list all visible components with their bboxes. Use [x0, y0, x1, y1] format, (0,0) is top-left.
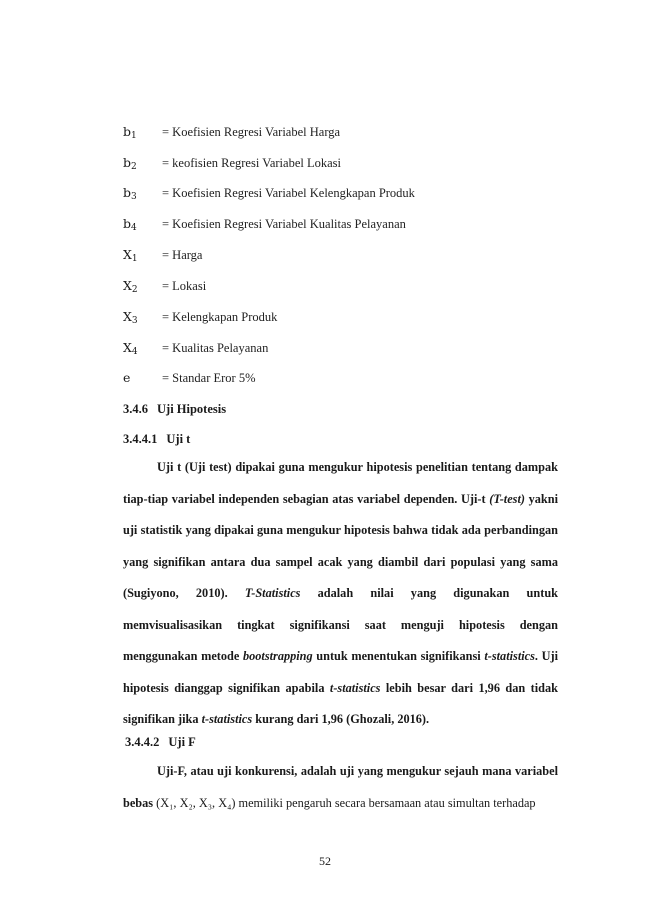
definition-row — [123, 122, 563, 142]
definition-symbol: $X_2$ — [123, 278, 138, 295]
definition-text: = Koefisien Regresi Variabel Kualitas Pelayanan — [162, 217, 406, 231]
paragraph-line: menggunakan metode bootstrapping untuk menentukan signifikansi t-statistics. Uji — [123, 649, 558, 663]
definition-symbol: $X_4$ — [123, 340, 138, 357]
section-number: 3.4.4.1 — [123, 432, 158, 446]
subsection-heading — [123, 429, 190, 449]
paragraph-line: hipotesis dianggap signifikan apabila t-statistics lebih besar dari 1,96 dan tidak — [123, 680, 558, 695]
section-title: Uji F — [168, 735, 196, 749]
paragraph-line: signifikan jika t-statistics kurang dari 1,96 (Ghozali, 2016). — [123, 712, 430, 726]
definition-text: = Koefisien Regresi Variabel Harga — [162, 125, 341, 139]
paragraph-line: (Sugiyono, 2010). T-Statistics adalah nilai yang digunakan untuk — [123, 586, 558, 600]
definition-symbol: $b_4$ — [123, 216, 137, 233]
paragraph-line: Uji-F, atau uji konkurensi, adalah uji yang mengukur sejauh mana variabel — [157, 764, 558, 778]
section-number: 3.4.4.2 — [125, 735, 160, 749]
paragraph-line: uji statistik yang dipakai guna mengukur hipotesis bahwa tidak ada perbandingan — [123, 523, 558, 537]
definition-symbol: $X_3$ — [123, 309, 138, 326]
definition-symbol: $b_1$ — [123, 124, 137, 141]
definition-row — [123, 183, 563, 203]
section-heading — [123, 399, 226, 419]
paragraph-line: yang signifikan antara dua sampel acak yang diambil dari populasi yang sama — [123, 554, 558, 569]
definition-text: = Harga — [162, 248, 203, 262]
definition-text: = Standar Eror 5% — [162, 371, 256, 385]
definition-text: = Lokasi — [162, 279, 207, 293]
definition-row — [123, 214, 563, 234]
paragraph-line: tiap-tiap variabel independen sebagian atas variabel dependen. Uji-t (T-test) yakni — [123, 491, 559, 506]
section-number: 3.4.6 — [123, 402, 148, 416]
definition-row — [123, 368, 563, 388]
paragraph-line: memvisualisasikan tingkat signifikansi saat menguji hipotesis dengan — [123, 617, 558, 632]
subsection-heading — [125, 732, 196, 752]
paragraph-line: Uji t (Uji test) dipakai guna mengukur hipotesis penelitian tentang dampak — [157, 460, 558, 474]
section-title: Uji t — [166, 432, 191, 446]
definition-text: = keofisien Regresi Variabel Lokasi — [162, 156, 341, 170]
definition-row — [123, 276, 563, 296]
definition-text: = Kualitas Pelayanan — [162, 341, 269, 355]
section-title: Uji Hipotesis — [157, 402, 227, 416]
definition-row — [123, 153, 563, 173]
definition-symbol: $b_3$ — [123, 185, 137, 202]
definition-row — [123, 338, 563, 358]
definition-text: = Koefisien Regresi Variabel Kelengkapan Produk — [162, 186, 415, 200]
definition-symbol: $b_2$ — [123, 155, 137, 172]
definition-row — [123, 245, 563, 265]
paragraph-uji-f — [123, 756, 558, 819]
paragraph-line: bebas (X₁, X₂, X₃, X₄) memiliki pengaruh secara bersamaan atau simultan terhadap — [123, 795, 536, 810]
paragraph-uji-t — [123, 452, 558, 736]
page-number: 52 — [319, 854, 331, 868]
definition-row — [123, 307, 563, 327]
definition-symbol: e — [123, 370, 131, 385]
definition-text: = Kelengkapan Produk — [162, 310, 278, 324]
definition-symbol: $X_1$ — [123, 247, 138, 264]
